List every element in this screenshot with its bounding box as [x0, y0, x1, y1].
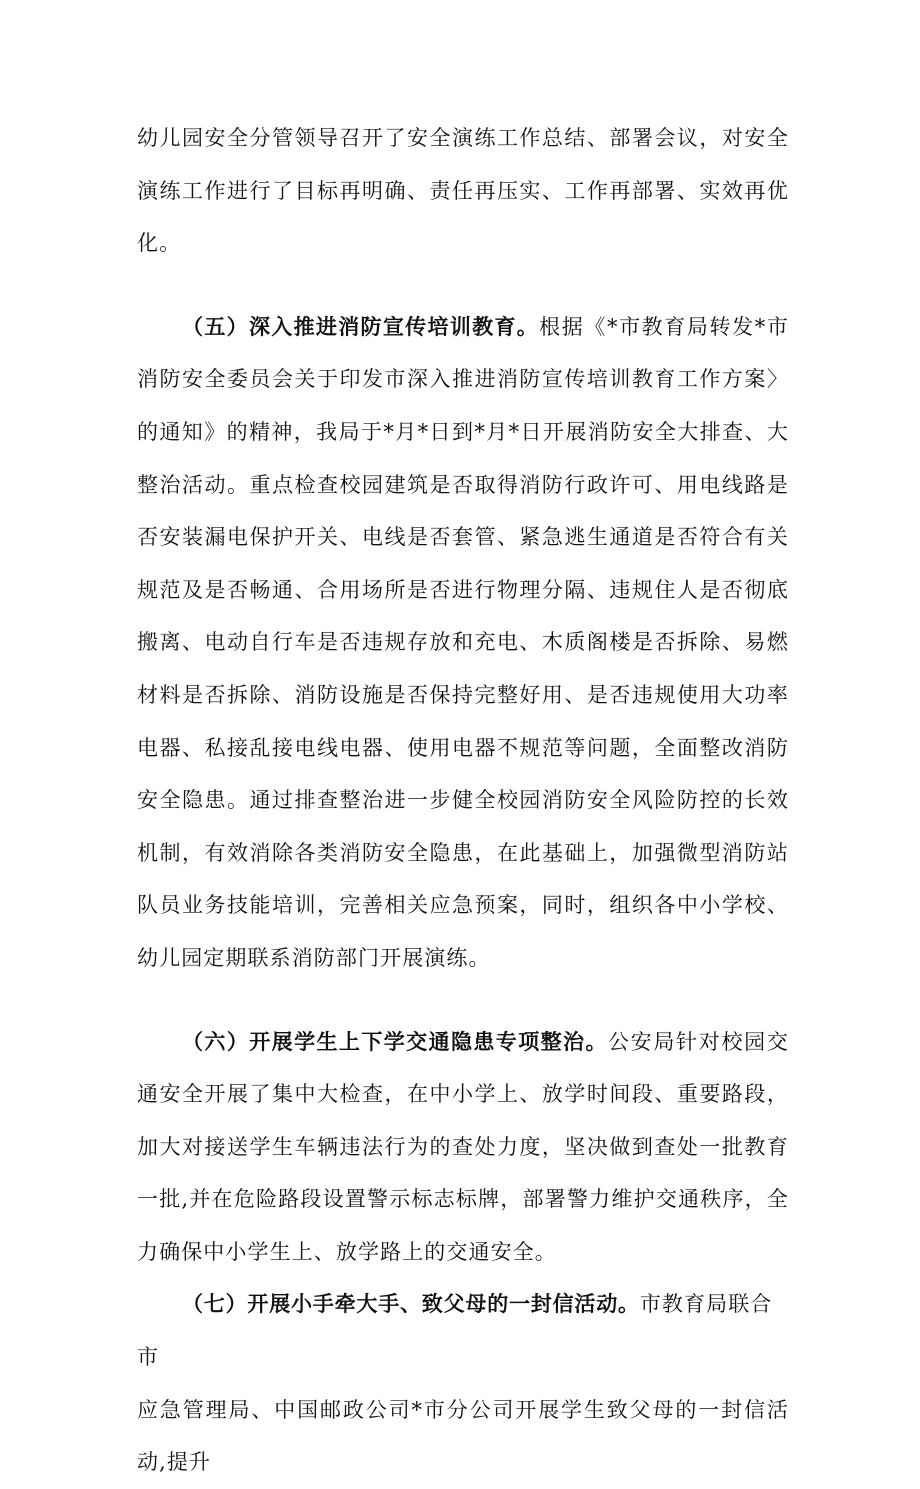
paragraph-first-line: [137, 1278, 789, 1383]
section-heading: （五）深入推进消防宣传培训教育。: [182, 314, 540, 339]
paragraph-section-6: [137, 1016, 789, 1279]
paragraph-text: 公安局针对校园交通安全开展了集中大检查，在中小学上、放学时间段、重要路段，加大对接送学生车辆违法行为的查处力度，坚决做到查处一批教育一批,并在危险路段设置警示标志标牌，部署警力维护交通秩序，全力确保中小学生上、放学路上的交通安全。: [137, 1029, 789, 1264]
paragraph-section-5: [137, 301, 789, 985]
paragraph-text: 应急管理局、中国邮政公司*市分公司开展学生致父母的一封信活动,提升: [137, 1397, 789, 1475]
paragraph-text: 根据《*市教育局转发*市消防安全委员会关于印发市深入推进消防宣传培训教育工作方案〉的通知》的精神，我局于*月*日到*月*日开展消防安全大排查、大整治活动。重点检查校园建筑是否取得消防行政许可、用电线路是否安装漏电保护开关、电线是否套管、紧急逃生通道是否符合有关规范及是否畅通、合用场所是否进行物理分隔、违规住人是否彻底搬离、电动自行车是否违规存放和充电、木质阁楼是否拆除、易燃材料是否拆除、消防设施是否保持完整好用、是否违规使用大功率电器、私接乱接电线电器、使用电器不规范等问题，全面整改消防安全隐患。通过排查整治进一步健全校园消防安全风险防控的长效机制，有效消除各类消防安全隐患，在此基础上，加强微型消防站队员业务技能培训，完善相关应急预案，同时，组织各中小学校、幼儿园定期联系消防部门开展演练。: [137, 314, 789, 970]
document-body: [137, 112, 789, 1489]
paragraph-section-7-continued: [137, 1384, 789, 1489]
section-heading: （七）开展小手牵大手、致父母的一封信活动。: [182, 1292, 640, 1317]
paragraph-continuation: [137, 112, 789, 270]
paragraph-section-7: [137, 1278, 789, 1383]
paragraph-text: 市教育局联合市: [137, 1292, 773, 1370]
paragraph-spacer: [137, 985, 789, 1016]
section-heading: （六）开展学生上下学交通隐患专项整治。: [182, 1029, 608, 1054]
paragraph-spacer: [137, 270, 789, 301]
paragraph-text: 幼儿园安全分管领导召开了安全演练工作总结、部署会议，对安全演练工作进行了目标再明确、责任再压实、工作再部署、实效再优化。: [137, 126, 789, 256]
